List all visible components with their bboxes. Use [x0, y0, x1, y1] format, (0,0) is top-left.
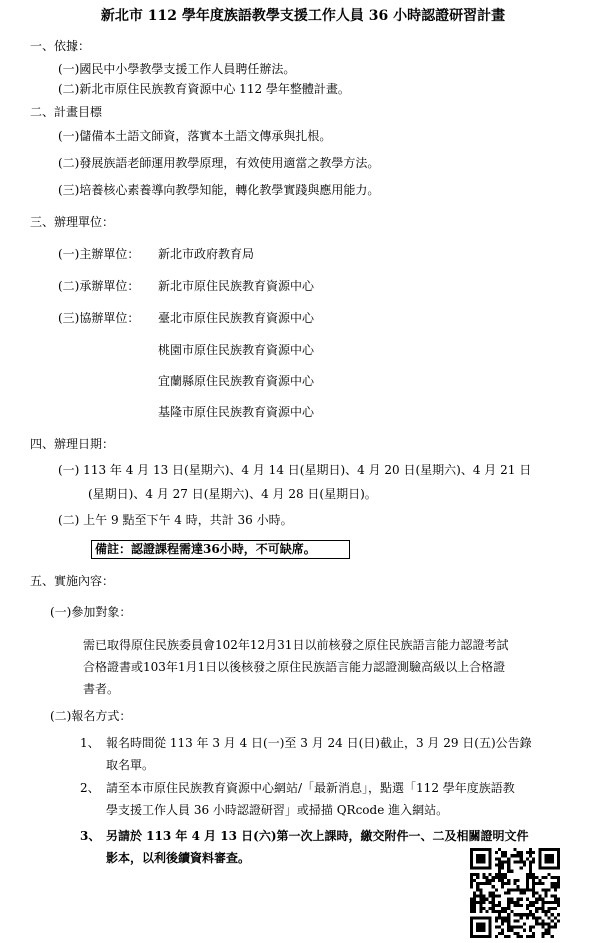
attendance-note-box: 備註：認證課程需達36小時，不可缺席。 [91, 540, 350, 559]
section-5-heading: 五、實施內容： [30, 574, 115, 588]
registration-heading: (二)報名方式： [50, 709, 132, 723]
host-unit: 新北市政府教育局 [158, 247, 255, 261]
section-2-item-1: (一)儲備本土語文師資，落實本土語文傳承與扎根。 [58, 129, 332, 143]
registration-step-2-line-1: 請至本市原住民族教育資源中心網站/「最新消息」，點選「112 學年度族語教 [106, 781, 515, 795]
co-organizer-4: 基隆市原住民族教育資源中心 [158, 405, 315, 419]
section-3-heading: 三、辦理單位： [30, 215, 115, 229]
participants-line-2: 合格證書或103年1月1日以後核發之原住民族語言能力認證測驗高級以上合格證 [83, 660, 506, 674]
organizer-unit: 新北市原住民族教育資源中心 [158, 279, 315, 293]
section-4-heading: 四、辦理日期： [30, 437, 115, 451]
co-organizer-label: (三)協辦單位： [58, 311, 140, 325]
section-2-item-2: (二)發展族語老師運用教學原理，有效使用適當之教學方法。 [58, 156, 380, 170]
registration-step-1-line-2: 取名單。 [106, 758, 155, 772]
date-item-2: (二) 上午 9 點至下午 4 時，共計 36 小時。 [58, 513, 293, 527]
participants-line-3: 書者。 [83, 682, 120, 696]
registration-step-2-line-2: 學支援工作人員 36 小時認證研習」或掃描 QRcode 進入網站。 [106, 803, 449, 817]
registration-step-3-number: 3、 [80, 829, 101, 843]
registration-step-1-number: 1、 [80, 736, 100, 750]
co-organizer-1: 臺北市原住民族教育資源中心 [158, 311, 315, 325]
section-2-item-3: (三)培養核心素養導向教學知能，轉化教學實踐與應用能力。 [58, 183, 380, 197]
registration-step-1-line-1: 報名時間從 113 年 3 月 4 日(一)至 3 月 24 日(日)截止，3 月 29 日(五)公告錄 [106, 736, 532, 750]
date-item-1-line-2: (星期日)、4 月 27 日(星期六)、4 月 28 日(星期日)。 [88, 487, 377, 501]
participants-heading: (一)參加對象： [50, 605, 132, 619]
registration-step-3-line-2: 影本，以利後續資料審查。 [106, 851, 251, 865]
co-organizer-2: 桃園市原住民族教育資源中心 [158, 343, 315, 357]
qr-code-image[interactable] [470, 848, 560, 938]
host-label: (一)主辦單位： [58, 247, 140, 261]
document-title: 新北市 112 學年度族語教學支援工作人員 36 小時認證研習計畫 [100, 8, 506, 24]
section-1-heading: 一、依據： [30, 39, 91, 53]
date-item-1-line-1: (一) 113 年 4 月 13 日(星期六)、4 月 14 日(星期日)、4 月 20 日(星期六)、4 月 21 日 [58, 463, 532, 477]
co-organizer-3: 宜蘭縣原住民族教育資源中心 [158, 374, 315, 388]
registration-step-2-number: 2、 [80, 781, 100, 795]
section-1-item-2: (二)新北市原住民族教育資源中心 112 學年整體計畫。 [58, 82, 350, 96]
section-1-item-1: (一)國民中小學教學支援工作人員聘任辦法。 [58, 62, 296, 76]
section-2-heading: 二、計畫目標 [30, 105, 103, 119]
registration-step-3-line-1: 另請於 113 年 4 月 13 日(六)第一次上課時，繳交附件一、二及相關證明文件 [106, 829, 529, 843]
participants-line-1: 需已取得原住民族委員會102年12月31日以前核發之原住民族語言能力認證考試 [83, 638, 509, 652]
organizer-label: (二)承辦單位： [58, 279, 140, 293]
